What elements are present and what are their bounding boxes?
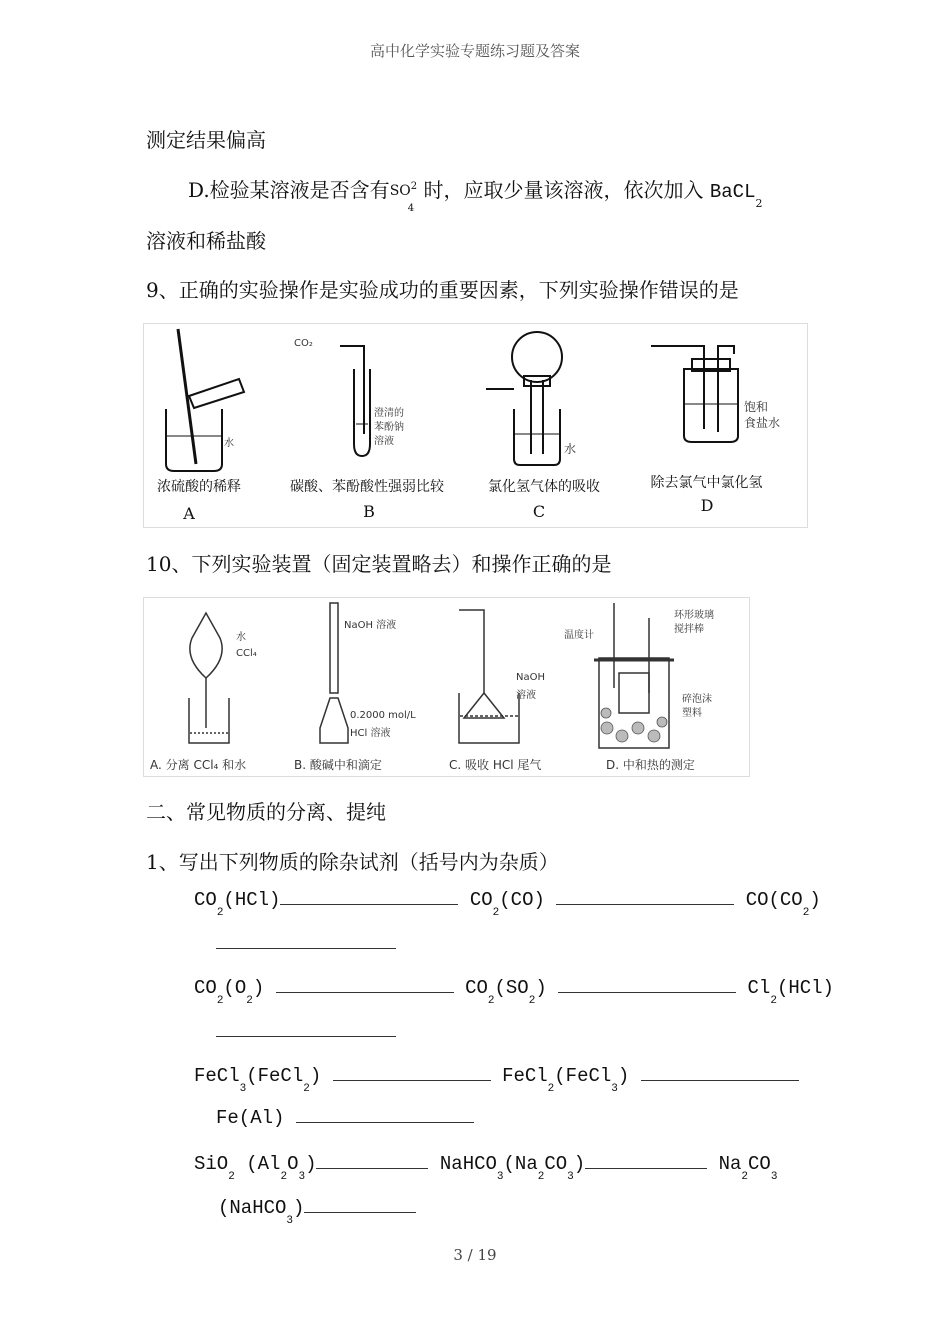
- formula-row: (NaHCO$_3$): [218, 1194, 416, 1219]
- text-line: 测定结果偏高: [146, 128, 266, 152]
- reagent: BaCL: [709, 181, 756, 203]
- label-ccl4: CCl₄: [236, 648, 257, 659]
- letter-a: A: [183, 504, 195, 523]
- answer-blank[interactable]: [556, 886, 734, 905]
- label-stirrer: 环形玻璃: [674, 610, 714, 621]
- answer-blank[interactable]: [296, 1104, 474, 1123]
- caption-d: D. 中和热的测定: [606, 758, 695, 772]
- answer-blank[interactable]: [304, 1194, 416, 1213]
- formula-row: FeCl$_3$(FeCl$_2$) FeCl$_2$(FeCl$_3$): [194, 1062, 799, 1087]
- label-naoh: NaOH 溶液: [344, 620, 397, 631]
- caption-a: 浓硫酸的稀释: [157, 479, 241, 495]
- label-water: 水: [236, 632, 246, 643]
- text-line: 溶液和稀盐酸: [146, 229, 266, 253]
- label-phenol: 苯酚钠: [374, 422, 404, 433]
- option-d-text2: 时，应取少量该溶液，依次加入: [423, 178, 704, 202]
- formula-row: $CO_2(O_2)$ $CO_2(SO_2)$ $Cl_2(HCl)$: [194, 974, 834, 999]
- formula-row: $CO_2(HCl)$ $CO_2(CO)$ $CO(CO_2)$: [194, 886, 821, 911]
- letter-c: C: [532, 502, 546, 521]
- label-foam: 塑料: [682, 708, 702, 719]
- answer-row: [216, 1018, 396, 1041]
- answer-blank[interactable]: [276, 974, 454, 993]
- page-header: 高中化学实验专题练习题及答案: [369, 42, 580, 60]
- answer-blank[interactable]: [216, 1018, 396, 1037]
- letter-d: D: [700, 496, 714, 515]
- label-concentration: 0.2000 mol/L: [350, 710, 416, 721]
- question-1: 1、写出下列物质的除杂试剂（括号内为杂质）: [146, 850, 559, 874]
- caption-a: A. 分离 CCl₄ 和水: [150, 758, 247, 772]
- page-number: 3 / 19: [453, 1246, 497, 1264]
- label-naoh: NaOH: [516, 672, 545, 683]
- label-co2: CO₂: [294, 338, 313, 349]
- option-d: D.检验某溶液是否含有$SO^2$ 4 时，应取少量该溶液，依次加入 BaCL$_2$: [188, 178, 763, 214]
- caption-c: C. 吸收 HCl 尾气: [449, 758, 542, 772]
- answer-row: [216, 930, 396, 953]
- option-d-text: D.检验某溶液是否含有: [188, 178, 390, 202]
- caption-b: B. 酸碱中和滴定: [294, 758, 382, 772]
- label-naoh: 溶液: [516, 690, 536, 701]
- caption-c: 氯化氢气体的吸收: [488, 479, 600, 495]
- letter-b: B: [363, 502, 375, 521]
- caption-b: 碳酸、苯酚酸性强弱比较: [290, 479, 444, 495]
- answer-blank[interactable]: [333, 1062, 491, 1081]
- answer-blank[interactable]: [641, 1062, 799, 1081]
- figure-q10: [143, 597, 750, 777]
- answer-blank[interactable]: [280, 886, 458, 905]
- sulfate-ion: $SO^2$ 4: [389, 181, 418, 214]
- figure-q10-drawing: [144, 598, 749, 776]
- question-10: 10、下列实验装置（固定装置略去）和操作正确的是: [146, 552, 612, 576]
- label-hcl: HCl 溶液: [350, 728, 391, 739]
- formula-row: Fe(Al): [216, 1104, 474, 1129]
- section-heading: 二、常见物质的分离、提纯: [146, 800, 386, 824]
- question-9: 9、正确的实验操作是实验成功的重要因素，下列实验操作错误的是: [146, 278, 739, 302]
- caption-d: 除去氯气中氯化氢: [650, 475, 763, 491]
- formula-row: SiO$_2$ $(Al_2O_3)$ $NaHCO_3(Na_2CO_3)$ $Na_2CO_3$: [194, 1150, 777, 1175]
- answer-blank[interactable]: [558, 974, 736, 993]
- label-brine: 饱和: [744, 400, 769, 414]
- label-stirrer: 搅拌棒: [674, 624, 704, 635]
- label-thermometer: 温度计: [564, 630, 594, 641]
- figure-q9: [143, 323, 808, 528]
- answer-blank[interactable]: [585, 1150, 707, 1169]
- answer-blank[interactable]: [216, 930, 396, 949]
- label-water: 水: [224, 438, 234, 449]
- label-water: 水: [564, 442, 577, 456]
- answer-blank[interactable]: [316, 1150, 428, 1169]
- label-phenol: 溶液: [374, 436, 394, 447]
- label-foam: 碎泡沫: [682, 694, 712, 705]
- label-phenol: 澄清的: [374, 408, 404, 419]
- label-brine: 食盐水: [744, 416, 781, 430]
